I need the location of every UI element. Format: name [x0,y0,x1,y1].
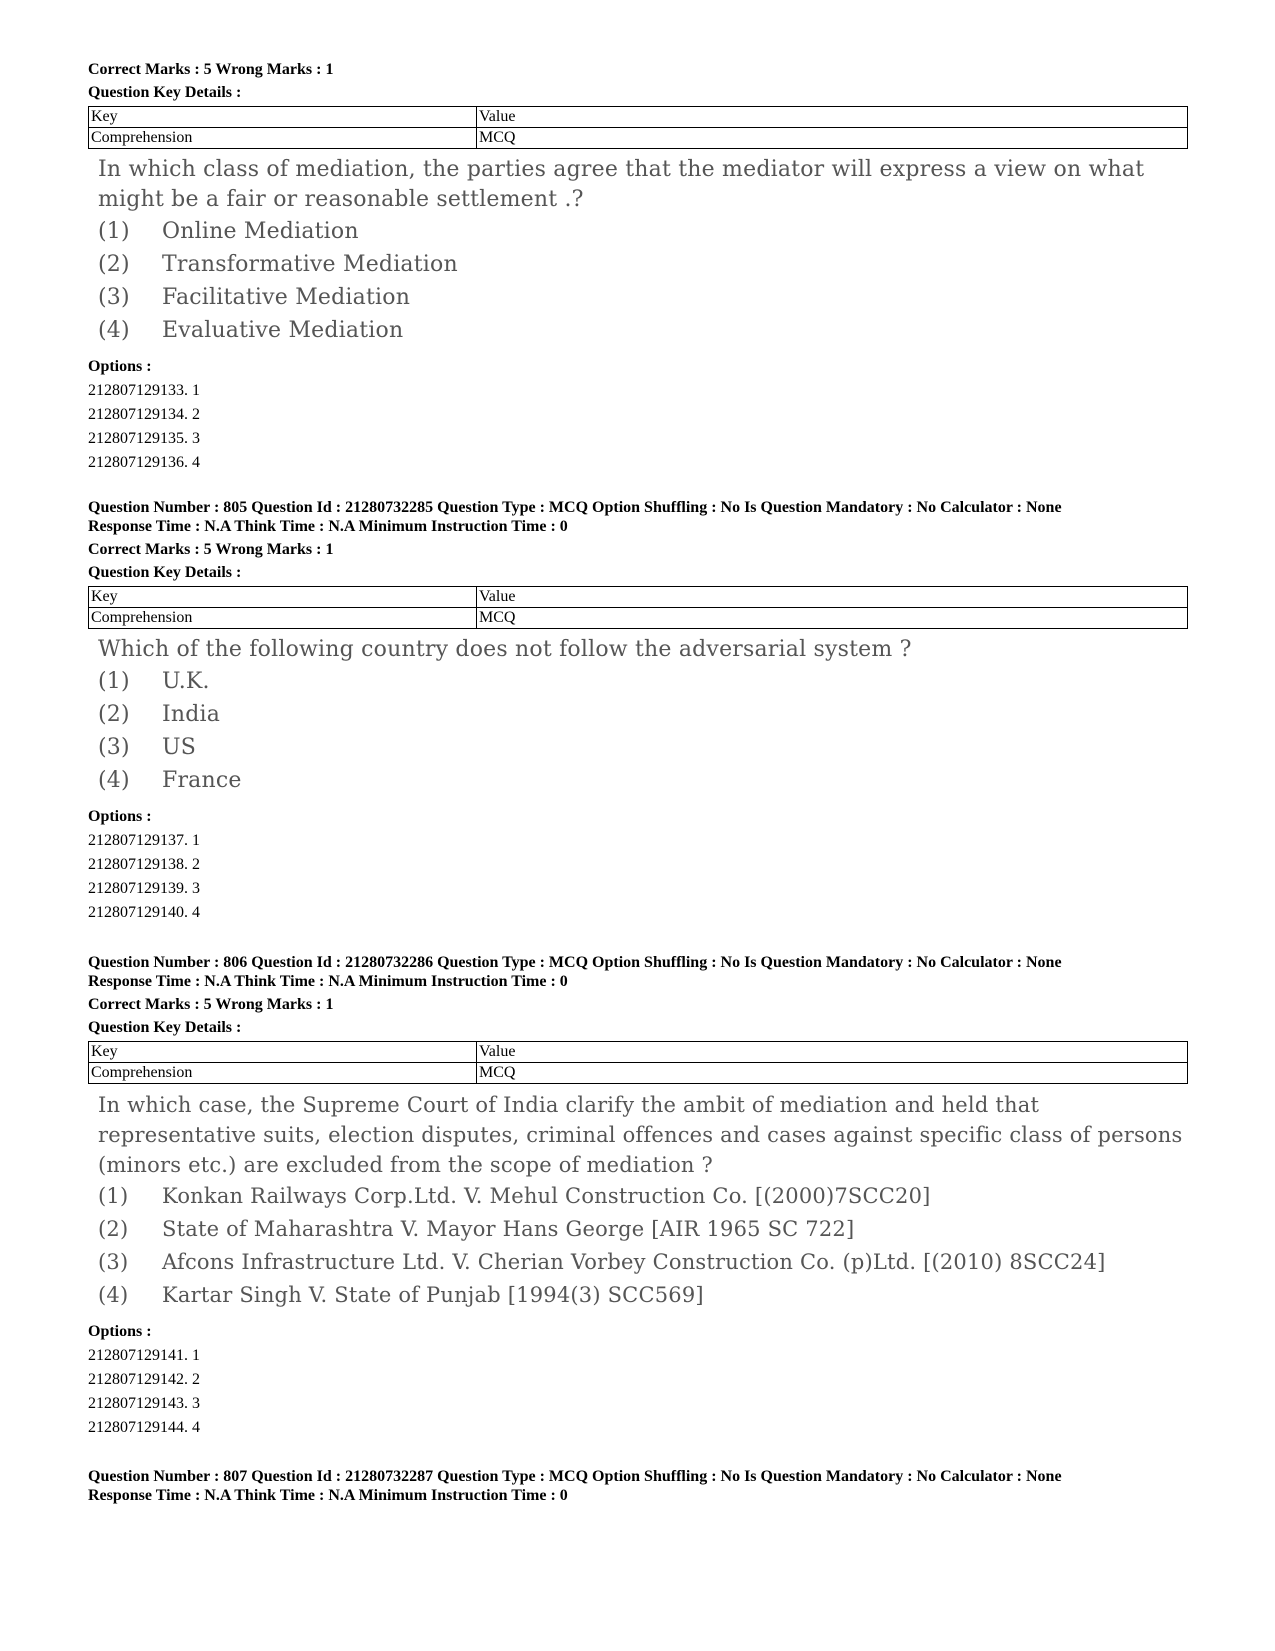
key-details-table [88,106,1188,149]
option-id-line: 212807129143. 3 [88,1395,200,1412]
table-row [89,1063,1188,1084]
choice-number: (1) [98,219,130,244]
key-details-label: Question Key Details : [88,1019,242,1036]
choice-item [98,698,1188,731]
choice-text: India [162,702,221,727]
choice-item [98,1279,1188,1312]
options-label: Options : [88,808,152,825]
table-cell-value: MCQ [477,128,1188,149]
choice-number: (4) [98,1283,129,1307]
option-id-line: 212807129138. 2 [88,856,200,873]
option-id-line: 212807129139. 3 [88,880,200,897]
choice-number: (2) [98,1217,129,1241]
choice-item [98,248,1188,281]
option-id-line: 212807129133. 1 [88,382,200,399]
question-meta-line: Question Number : 806 Question Id : 21280732286 Question Type : MCQ Option Shuffling : No Is Question Mandatory : No Calculator : None [88,954,1062,971]
question-block [88,498,1188,925]
table-cell-key: Comprehension [89,608,477,629]
question-block [88,60,1188,475]
choice-text: Afcons Infrastructure Ltd. V. Cherian Vorbey Construction Co. (p)Ltd. [(2010) 8SCC24] [162,1250,1106,1274]
table-header-row [89,107,1188,128]
question-meta-line: Response Time : N.A Think Time : N.A Minimum Instruction Time : 0 [88,518,568,535]
table-header-row [89,587,1188,608]
option-id-line: 212807129144. 4 [88,1419,200,1436]
table-row [89,608,1188,629]
choice-number: (2) [98,702,130,727]
choice-item [98,731,1188,764]
table-cell-value: MCQ [477,608,1188,629]
option-id-line: 212807129141. 1 [88,1347,200,1364]
key-details-table [88,1041,1188,1084]
option-id-line: 212807129135. 3 [88,430,200,447]
table-cell-key: Comprehension [89,128,477,149]
options-label: Options : [88,1323,152,1340]
choice-number: (3) [98,735,130,760]
choice-item [98,215,1188,248]
question-meta-line: Question Number : 807 Question Id : 21280732287 Question Type : MCQ Option Shuffling : No Is Question Mandatory : No Calculator : None [88,1468,1062,1485]
choice-number: (2) [98,252,130,277]
table-header-key: Key [89,107,477,128]
question-image [88,635,1188,797]
marks-line: Correct Marks : 5 Wrong Marks : 1 [88,541,334,558]
key-details-label: Question Key Details : [88,564,242,581]
choice-item [98,281,1188,314]
marks-line: Correct Marks : 5 Wrong Marks : 1 [88,61,334,78]
choice-text: Facilitative Mediation [162,285,411,310]
options-label: Options : [88,358,152,375]
question-text: In which class of mediation, the parties agree that the mediator will express a view on what might be a fair or reasonable settlement .? [98,157,1145,212]
question-meta-line: Response Time : N.A Think Time : N.A Minimum Instruction Time : 0 [88,973,568,990]
key-details-label: Question Key Details : [88,84,242,101]
option-id-line: 212807129134. 2 [88,406,200,423]
question-block [88,1467,1188,1505]
question-image [88,1090,1188,1312]
table-cell-value: MCQ [477,1063,1188,1084]
option-id-line: 212807129137. 1 [88,832,200,849]
table-header-row [89,1042,1188,1063]
choice-item [98,764,1188,797]
option-id-line: 212807129140. 4 [88,904,200,921]
choice-text: Konkan Railways Corp.Ltd. V. Mehul Construction Co. [(2000)7SCC20] [162,1184,931,1208]
table-header-key: Key [89,1042,477,1063]
choice-text: Evaluative Mediation [162,318,404,343]
choice-number: (1) [98,1184,129,1208]
choice-number: (4) [98,768,130,793]
choice-item [98,314,1188,347]
choice-text: Transformative Mediation [162,252,458,277]
choice-text: Online Mediation [162,219,359,244]
choice-text: State of Maharashtra V. Mayor Hans George [AIR 1965 SC 722] [162,1217,855,1241]
question-block [88,953,1188,1440]
choice-text: Kartar Singh V. State of Punjab [1994(3) SCC569] [162,1283,704,1307]
table-row [89,128,1188,149]
choice-text: France [162,768,242,793]
question-text: In which case, the Supreme Court of India clarify the ambit of mediation and held that representative suits, election disputes, criminal offences and cases against specific class of persons (minors etc.) are excluded from the scope of mediation ? [98,1093,1183,1177]
table-header-key: Key [89,587,477,608]
question-meta-line: Response Time : N.A Think Time : N.A Minimum Instruction Time : 0 [88,1487,568,1504]
marks-line: Correct Marks : 5 Wrong Marks : 1 [88,996,334,1013]
choice-item [98,1180,1188,1213]
question-text: Which of the following country does not follow the adversarial system ? [98,637,912,662]
table-header-value: Value [477,587,1188,608]
key-details-table [88,586,1188,629]
choice-text: U.K. [162,669,210,694]
choice-number: (1) [98,669,130,694]
choice-item [98,665,1188,698]
table-cell-key: Comprehension [89,1063,477,1084]
choice-item [98,1213,1188,1246]
table-header-value: Value [477,1042,1188,1063]
question-image [88,155,1188,347]
option-id-line: 212807129142. 2 [88,1371,200,1388]
choice-item [98,1246,1188,1279]
table-header-value: Value [477,107,1188,128]
option-id-line: 212807129136. 4 [88,454,200,471]
choice-number: (3) [98,1250,129,1274]
question-meta-line: Question Number : 805 Question Id : 21280732285 Question Type : MCQ Option Shuffling : No Is Question Mandatory : No Calculator : None [88,499,1062,516]
choice-number: (3) [98,285,130,310]
choice-number: (4) [98,318,130,343]
choice-text: US [162,735,197,760]
